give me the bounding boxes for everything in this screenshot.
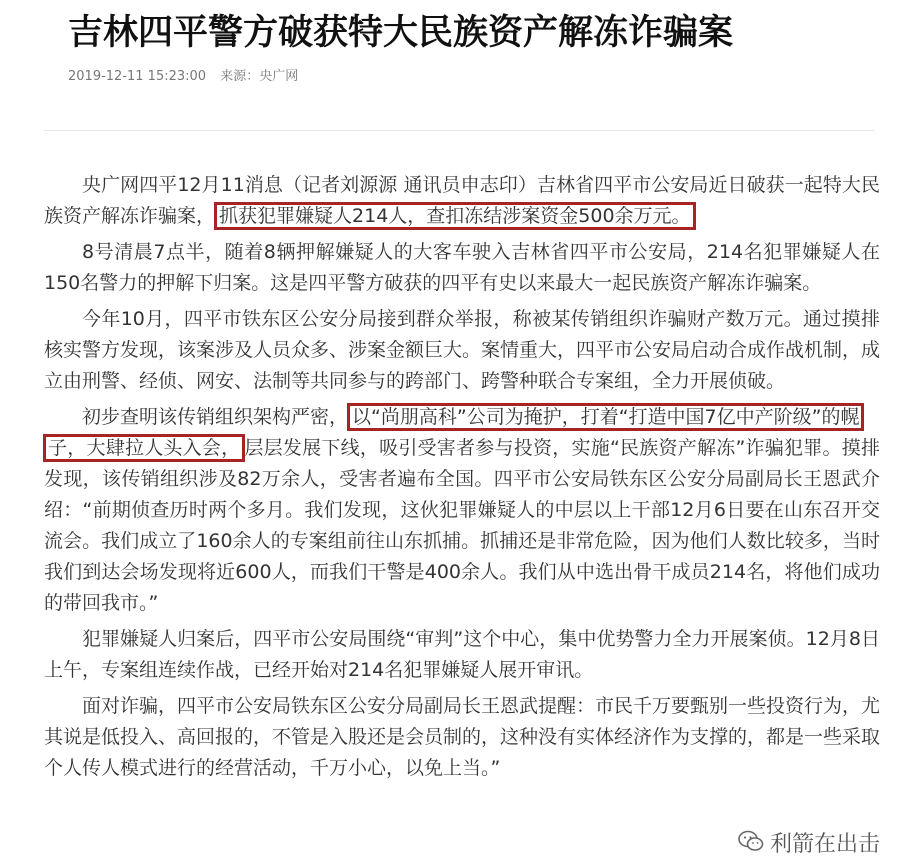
watermark — [732, 825, 886, 860]
paragraph-4 — [44, 402, 880, 619]
paragraph-5: 犯罪嫌疑人归案后，四平市公安局围绕“审判”这个中心，集中优势警力全力开展案侦。12月8日上午，专案组连续作战，已经开始对214名犯罪嫌疑人展开审讯。 — [44, 628, 880, 681]
article-meta — [68, 68, 308, 86]
wechat-icon — [738, 830, 764, 856]
paragraph-2: 8号清晨7点半，随着8辆押解嫌疑人的大客车驶入吉林省四平市公安局，214名犯罪嫌疑人在150名警力的押解下归案。这是四平警方破获的四平有史以来最大一起民族资产解冻诈骗案。 — [44, 241, 880, 294]
highlight-box-recruit: 子，大肆拉人头入会， — [43, 434, 245, 462]
paragraph-1 — [44, 170, 880, 232]
article-body — [44, 170, 880, 789]
paragraph-3: 今年10月，四平市铁东区公安分局接到群众举报，称被某传销组织诈骗财产数万元。通过摸排核实警方发现，该案涉及人员众多、涉案金额巨大。案情重大，四平市公安局启动合成作战机制，成立由刑警、经侦、网安、法制等共同参与的跨部门、跨警种联合专案组，全力开展侦破。 — [44, 308, 881, 392]
header-divider — [44, 130, 874, 131]
paragraph-4-text: 层层发展下线，吸引受害者参与投资，实施“民族资产解冻”诈骗犯罪。摸排发现，该传销组织涉及82万余人，受害者遍布全国。四平市公安局铁东区公安分局副局长王恩武介绍：“前期侦查历时两个多月。我们发现，这伙犯罪嫌疑人的中层以上干部12月6日要在山东召开交流会。我们成立了160余人的专案组前往山东抓捕。抓捕还是非常危险，因为他们人数比较多，当时我们到达会场发现将近600人，而我们干警是400余人。我们从中选出骨干成员214名，将他们成功的带回我市。” — [44, 437, 880, 614]
paragraph-1-text: 央广网四平12月11消息（记者刘源源 通讯员申志印）吉林省四平市公安局近日破获一起特大民族资产解冻诈骗案， — [44, 174, 880, 227]
watermark-text: 利箭在出击 — [769, 832, 880, 857]
highlight-box-arrests: 抓获犯罪嫌疑人214人，查扣冻结涉案资金500余万元。 — [214, 202, 696, 230]
publish-date: 2019-12-11 15:23:00 — [68, 69, 207, 84]
paragraph-4-intro: 初步查明该传销组织架构严密， — [82, 406, 349, 428]
article-title: 吉林四平警方破获特大民族资产解冻诈骗案 — [68, 13, 734, 53]
paragraph-6: 面对诈骗，四平市公安局铁东区公安分局副局长王恩武提醒：市民千万要甄别一些投资行为，尤其说是低投入、高回报的，不管是入股还是会员制的，这种没有实体经济作为支撑的，都是一些采取个人传人模式进行的经营活动，千万小心，以免上当。” — [44, 695, 881, 779]
highlight-box-cover: 以“尚朋高科”公司为掩护，打着“打造中国7亿中产阶级”的幌 — [347, 403, 864, 431]
article-source: 来源：央广网 — [220, 69, 299, 84]
